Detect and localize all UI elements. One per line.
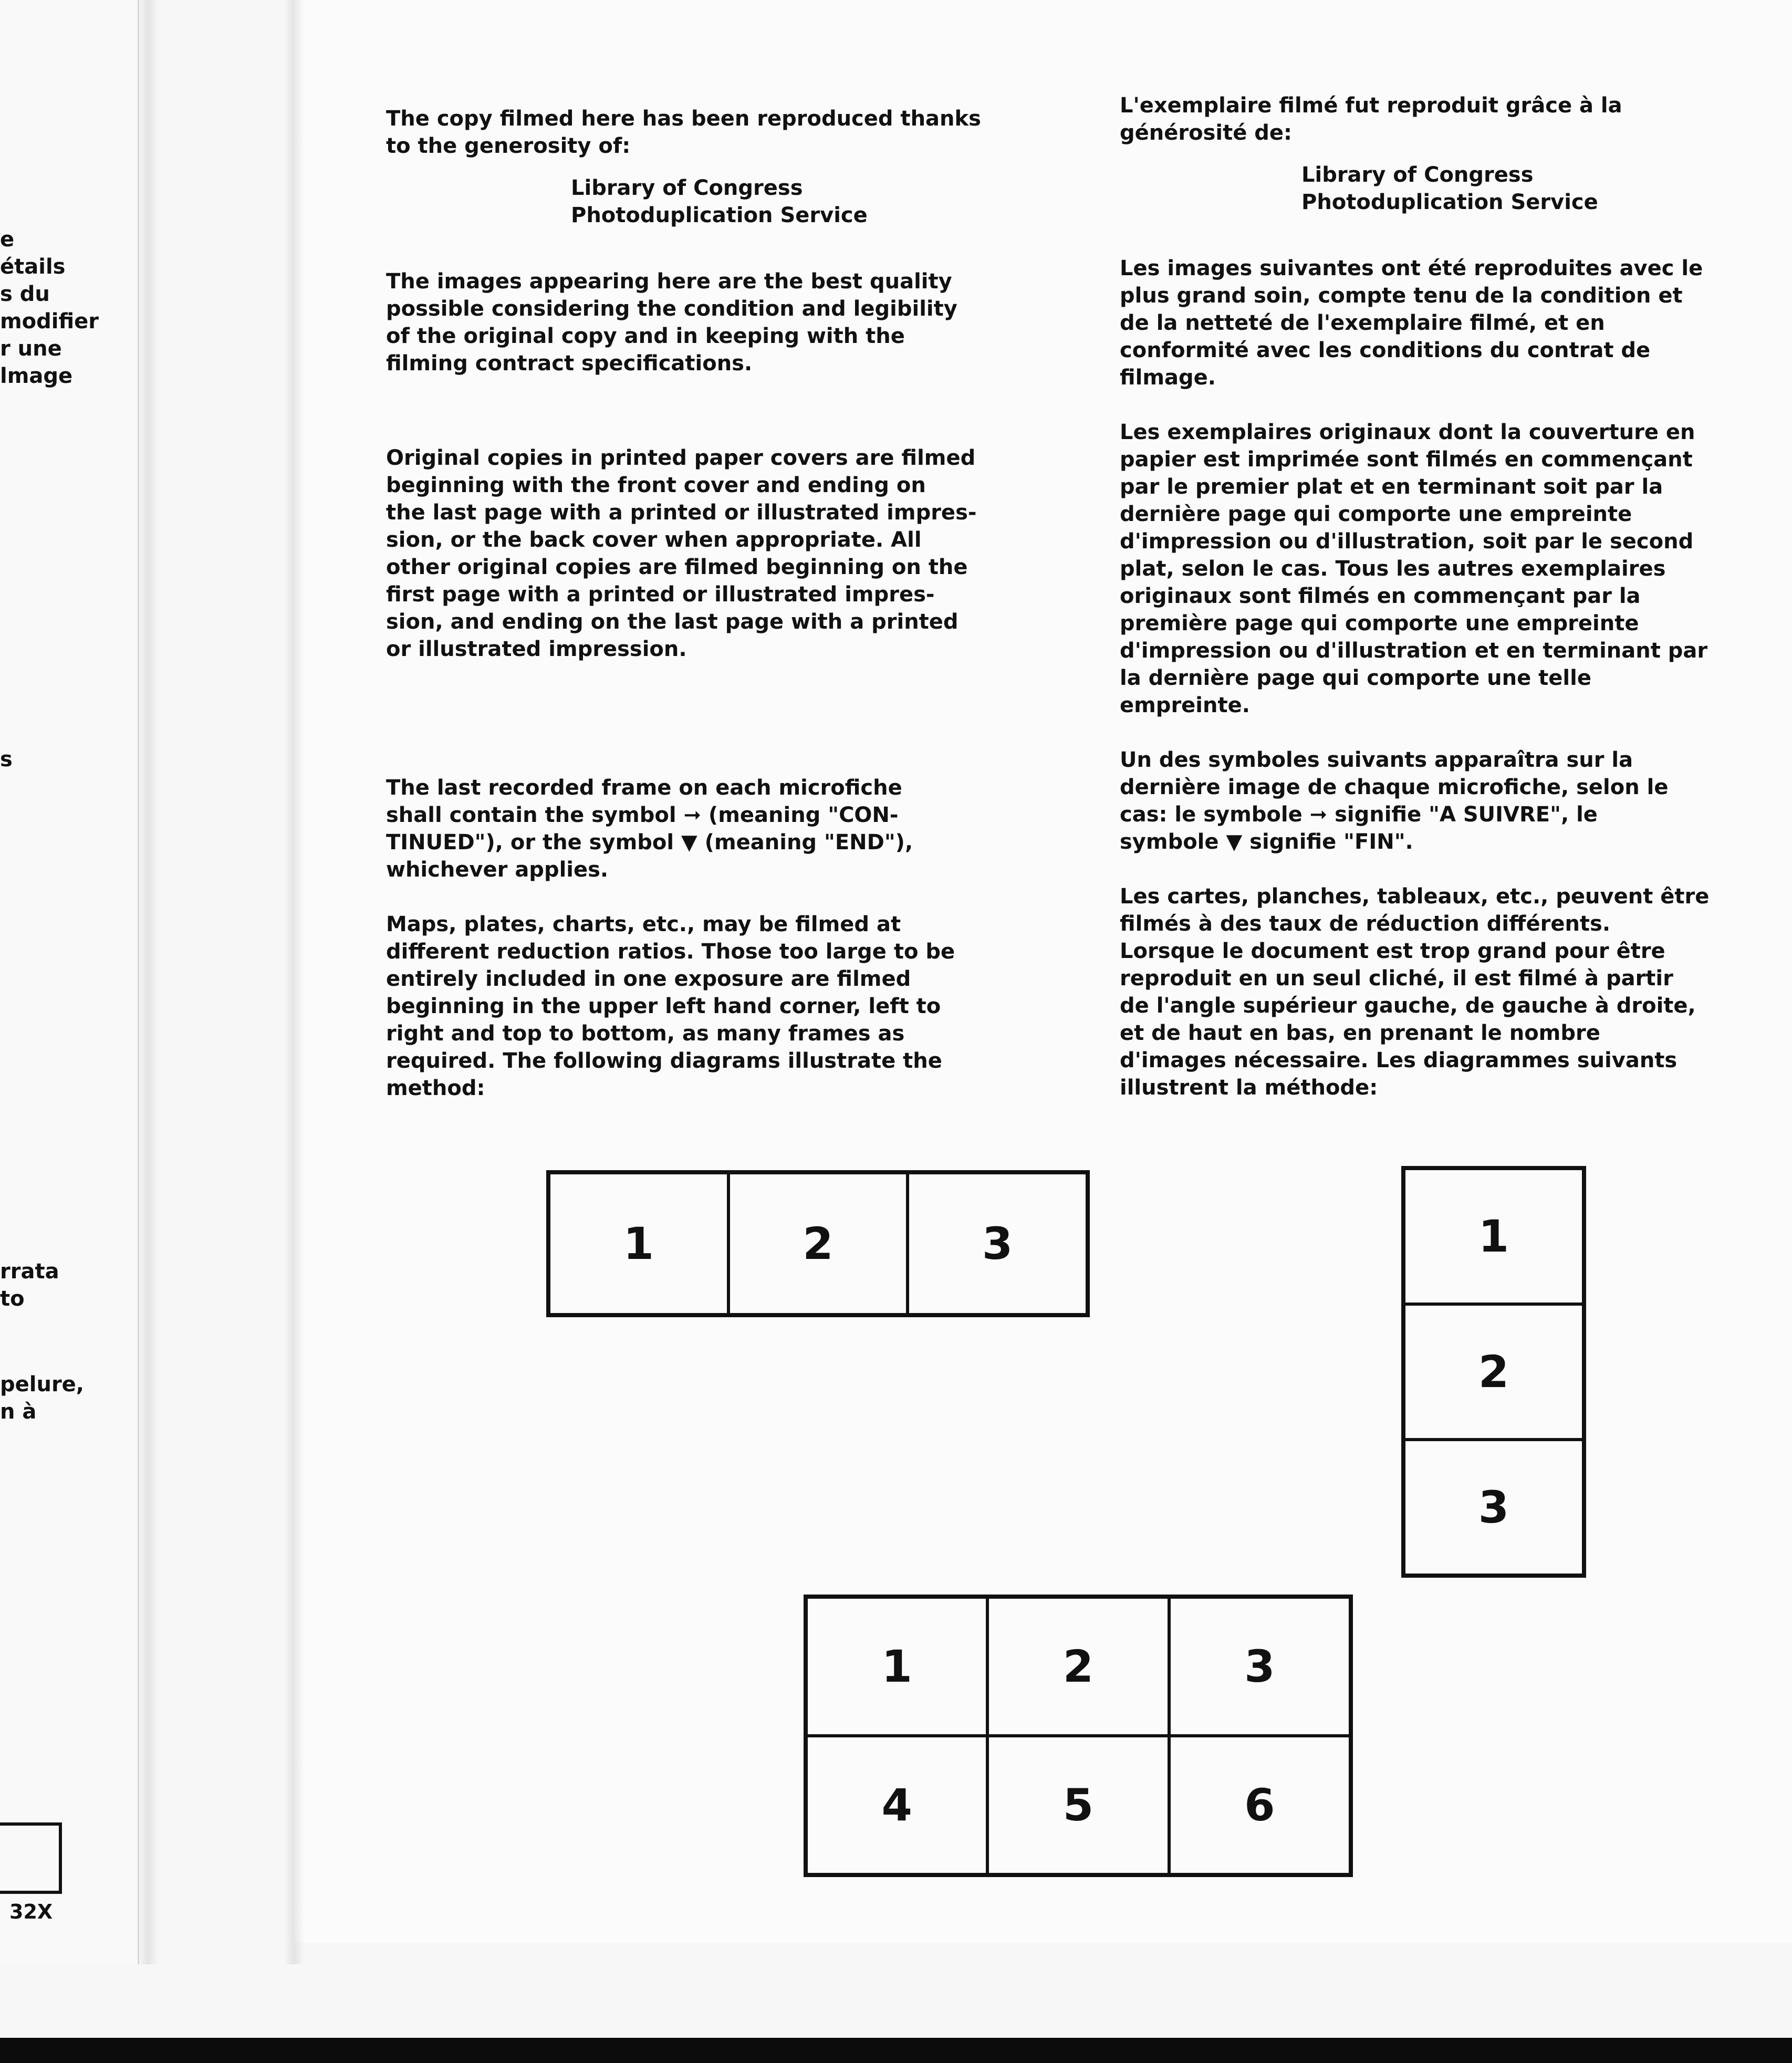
frame-cell: 2 xyxy=(987,1597,1169,1736)
french-institution: Library of Congress Photoduplication Service xyxy=(1301,163,1598,214)
frame-cell: 3 xyxy=(908,1173,1087,1315)
frame-cell: 4 xyxy=(806,1736,987,1874)
frame-cell: 1 xyxy=(806,1597,987,1736)
frame-cell: 1 xyxy=(1404,1169,1583,1304)
frame-cell: 5 xyxy=(987,1736,1169,1874)
french-symbol-paragraph: Un des symboles suivants apparaîtra sur la dernière image de chaque microfiche, selon le cas: le symbole ➞ signifie "A SUIVRE", le symbole ▼ signifie "FIN". xyxy=(1120,748,1669,854)
page-fold-shadow-2 xyxy=(284,0,305,1964)
frame-cell: 6 xyxy=(1169,1736,1350,1874)
reduction-label: 32X xyxy=(9,1900,53,1923)
frame-cell: 3 xyxy=(1169,1597,1350,1736)
frame-cell: 2 xyxy=(728,1173,908,1315)
french-covers-paragraph: Les exemplaires originaux dont la couverture en papier est imprimée sont filmés en commençant par le premier plat et en terminant soit par la dernière page qui comporte une empreinte d'impression ou d'illustration, soit par le second plat, selon le cas. Tous les autres exemplaires originaux sont filmés en commençant par la première page qui comporte une empreinte d'impression ou d'illustration et en terminant par la dernière page qui comporte une telle empreinte. xyxy=(1120,420,1708,717)
french-column xyxy=(1120,92,1771,1101)
scan-bottom-edge xyxy=(0,2038,1792,2063)
cut-text-fragment-1: e étails s du modifier r une lmage xyxy=(0,227,99,388)
page-fold-shadow xyxy=(138,0,159,1964)
english-maps-paragraph: Maps, plates, charts, etc., may be filmed at different reduction ratios. Those too large to be entirely included in one exposure are filmed beginning in the upper left hand corner, left to right and top to bottom, as many frames as required. The following diagrams illustrate the method: xyxy=(386,912,955,1100)
cut-text-fragment-2: s xyxy=(0,747,13,772)
reduction-square-icon xyxy=(0,1822,62,1894)
english-institution: Library of Congress Photoduplication Service xyxy=(571,176,868,227)
frame-cell: 1 xyxy=(549,1173,728,1315)
english-column xyxy=(386,105,1037,1102)
french-maps-paragraph: Les cartes, planches, tableaux, etc., peuvent être filmés à des taux de réduction différents. Lorsque le document est trop grand pour être reproduit en un seul cliché, il est filmé à partir de l'angle supérieur gauche, de gauche à droite, et de haut en bas, en prenant le nombre d'images nécessaire. Les diagrammes suivants illustrent la méthode: xyxy=(1120,884,1710,1100)
english-quality-paragraph: The images appearing here are the best quality possible considering the condition and legibility of the original copy and in keeping with the filming contract specifications. xyxy=(386,269,957,376)
diagram-grid xyxy=(804,1595,1353,1877)
diagram-horizontal xyxy=(546,1170,1090,1317)
frame-cell: 2 xyxy=(1404,1304,1583,1440)
french-intro: L'exemplaire filmé fut reproduit grâce à la générosité de: xyxy=(1120,93,1622,145)
cut-text-fragment-4: pelure, n à xyxy=(0,1372,84,1424)
english-intro: The copy filmed here has been reproduced thanks to the generosity of: xyxy=(386,107,981,158)
diagram-vertical xyxy=(1401,1166,1586,1578)
french-quality-paragraph: Les images suivantes ont été reproduites avec le plus grand soin, compte tenu de la condition et de la netteté de l'exemplaire filmé, et en conformité avec les conditions du contrat de filmage. xyxy=(1120,256,1703,390)
cut-text-fragment-3: rrata to xyxy=(0,1259,59,1311)
english-covers-paragraph: Original copies in printed paper covers are filmed beginning with the front cover and ending on the last page with a printed or illustrated impres- sion, or the back cover when appropriate. All other original copies are filmed beginning on the first page with a printed or illustrated impres- sion, and ending on the last page with a printed or illustrated impression. xyxy=(386,446,977,661)
frame-cell: 3 xyxy=(1404,1440,1583,1575)
english-symbol-paragraph: The last recorded frame on each microfiche shall contain the symbol ➞ (meaning "CON- TINUED"), or the symbol ▼ (meaning "END"), whichever applies. xyxy=(386,776,913,882)
